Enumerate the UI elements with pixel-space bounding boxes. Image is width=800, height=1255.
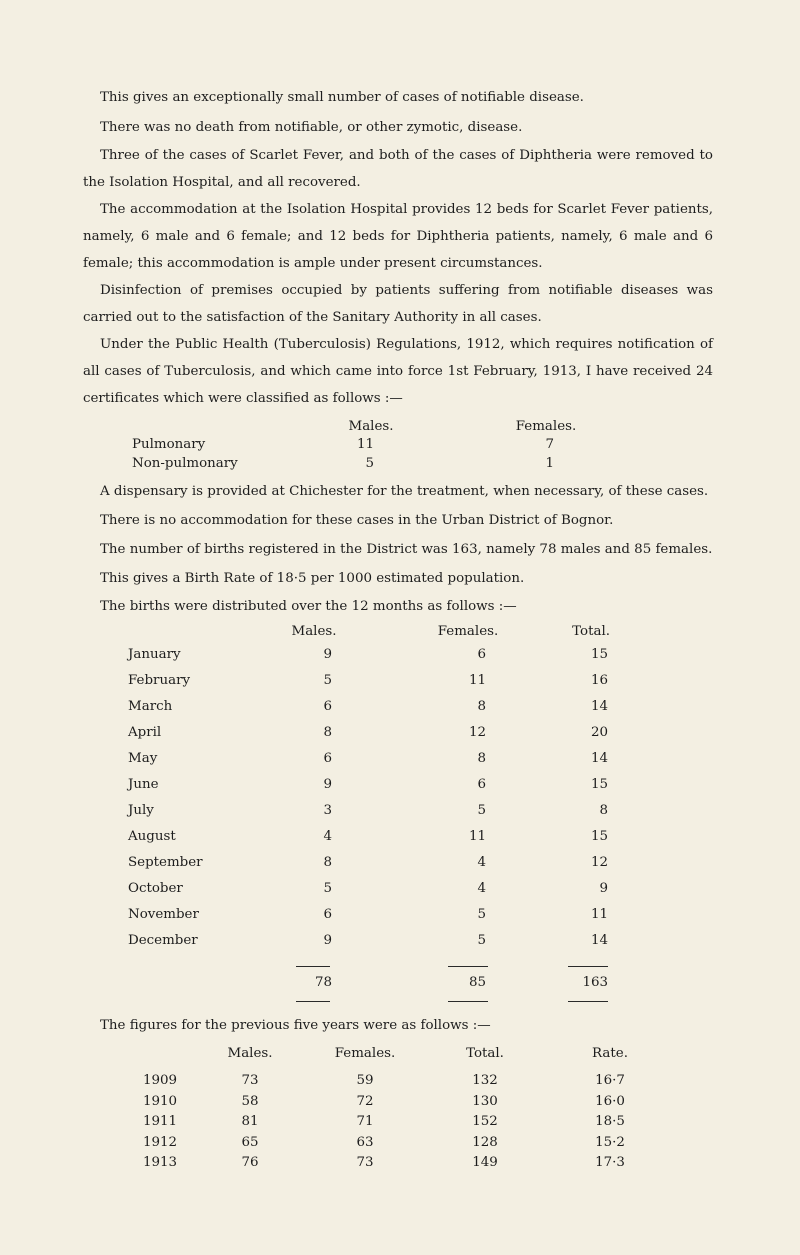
year-females: 71 [356, 1114, 374, 1129]
tb-row-males: 5 [365, 456, 374, 471]
year-total: 152 [472, 1114, 498, 1129]
month-males: 6 [323, 907, 332, 922]
tb-header-males: Males. [348, 419, 394, 434]
month-label: August [128, 829, 176, 844]
month-males: 5 [323, 881, 332, 896]
years-header-total: Total. [466, 1046, 504, 1061]
births-header-females: Females. [437, 624, 499, 639]
total-sum-rule [568, 966, 608, 967]
month-males: 6 [323, 751, 332, 766]
month-total: 14 [590, 699, 608, 714]
paragraph-births-registered: The number of births registered in the District was 163, namely 78 males and 85 females. [100, 542, 713, 557]
month-label: November [128, 907, 199, 922]
month-males: 8 [323, 725, 332, 740]
month-label: January [128, 647, 181, 662]
month-females: 4 [477, 881, 486, 896]
year-males: 58 [241, 1094, 259, 1109]
month-total: 9 [599, 881, 608, 896]
year-females: 73 [356, 1155, 374, 1170]
month-total: 20 [590, 725, 608, 740]
year-rate: 16·7 [595, 1073, 625, 1088]
paragraph-births-distribution: The births were distributed over the 12 months as follows :— [100, 599, 517, 614]
years-header-females: Females. [334, 1046, 396, 1061]
year-total: 130 [472, 1094, 498, 1109]
paragraph-tuberculosis-regulations: Under the Public Health (Tuberculosis) Regulations, 1912, which requires notification of all cases of Tuberculosis, and which came into force 1st February, 1913, I have received 24 certificates which were classified as follows :— [83, 337, 713, 406]
year-females: 72 [356, 1094, 374, 1109]
month-label: October [128, 881, 183, 896]
month-males: 6 [323, 699, 332, 714]
births-header-males: Males. [291, 624, 337, 639]
month-females: 8 [477, 699, 486, 714]
total-bottom-rule [568, 1001, 608, 1002]
females-bottom-rule [448, 1001, 488, 1002]
month-females: 4 [477, 855, 486, 870]
year-total: 149 [472, 1155, 498, 1170]
month-label: June [128, 777, 159, 792]
paragraph-disinfection: Disinfection of premises occupied by patients suffering from notifiable diseases was carried out to the satisfaction of the Sanitary Authority in all cases. [83, 283, 713, 325]
month-total: 11 [590, 907, 608, 922]
month-females: 6 [477, 647, 486, 662]
month-males: 5 [323, 673, 332, 688]
females-sum-rule [448, 966, 488, 967]
month-females: 5 [477, 803, 486, 818]
year-label: 1909 [142, 1073, 178, 1088]
month-females: 8 [477, 751, 486, 766]
year-females: 63 [356, 1135, 374, 1150]
month-males: 8 [323, 855, 332, 870]
year-label: 1911 [142, 1114, 178, 1129]
month-males: 4 [323, 829, 332, 844]
month-females: 12 [468, 725, 486, 740]
males-bottom-rule [296, 1001, 330, 1002]
year-rate: 17·3 [595, 1155, 625, 1170]
males-sum-rule [296, 966, 330, 967]
tb-row-label: Pulmonary [132, 437, 206, 452]
month-males: 9 [323, 933, 332, 948]
year-males: 73 [241, 1073, 259, 1088]
year-label: 1912 [142, 1135, 178, 1150]
tb-row-females: 7 [545, 437, 554, 452]
births-total-males: 78 [314, 975, 332, 990]
paragraph-birth-rate: This gives a Birth Rate of 18·5 per 1000 estimated population. [100, 571, 525, 586]
month-total: 14 [590, 933, 608, 948]
month-label: September [128, 855, 203, 870]
month-label: February [128, 673, 191, 688]
month-total: 15 [590, 647, 608, 662]
paragraph-no-death: There was no death from notifiable, or other zymotic, disease. [100, 120, 523, 135]
year-rate: 15·2 [595, 1135, 625, 1150]
births-total-females: 85 [468, 975, 486, 990]
paragraph-accommodation: The accommodation at the Isolation Hospital provides 12 beds for Scarlet Fever patients, namely, 6 male and 6 female; and 12 beds for Diphtheria patients, namely, 6 male and 6 female; this accommodation is ample under present circumstances. [83, 202, 713, 271]
month-label: April [128, 725, 162, 740]
years-header-rate: Rate. [592, 1046, 628, 1061]
year-total: 128 [472, 1135, 498, 1150]
month-females: 5 [477, 907, 486, 922]
month-total: 15 [590, 829, 608, 844]
paragraph-notifiable-small: This gives an exceptionally small number of cases of notifiable disease. [100, 90, 584, 105]
paragraph-dispensary: A dispensary is provided at Chichester for the treatment, when necessary, of these cases. [100, 484, 709, 499]
year-label: 1913 [142, 1155, 178, 1170]
year-males: 81 [241, 1114, 259, 1129]
year-total: 132 [472, 1073, 498, 1088]
years-header-males: Males. [227, 1046, 273, 1061]
month-label: December [128, 933, 198, 948]
month-total: 8 [599, 803, 608, 818]
month-total: 15 [590, 777, 608, 792]
tb-header-females: Females. [515, 419, 577, 434]
month-males: 9 [323, 647, 332, 662]
month-females: 6 [477, 777, 486, 792]
month-label: March [128, 699, 173, 714]
year-rate: 18·5 [595, 1114, 625, 1129]
year-label: 1910 [142, 1094, 178, 1109]
month-females: 11 [468, 673, 486, 688]
tb-row-label: Non-pulmonary [132, 456, 238, 471]
year-females: 59 [356, 1073, 374, 1088]
year-males: 76 [241, 1155, 259, 1170]
month-total: 12 [590, 855, 608, 870]
paragraph-previous-years: The figures for the previous five years were as follows :— [100, 1018, 491, 1033]
births-header-total: Total. [572, 624, 610, 639]
month-males: 9 [323, 777, 332, 792]
month-females: 11 [468, 829, 486, 844]
tb-row-males: 11 [356, 437, 374, 452]
month-females: 5 [477, 933, 486, 948]
paragraph-no-accommodation: There is no accommodation for these cases in the Urban District of Bognor. [100, 513, 614, 528]
year-males: 65 [241, 1135, 259, 1150]
month-label: May [128, 751, 158, 766]
month-total: 14 [590, 751, 608, 766]
month-males: 3 [323, 803, 332, 818]
paragraph-isolation-removal: Three of the cases of Scarlet Fever, and both of the cases of Diphtheria were removed to the Isolation Hospital, and all recovered. [83, 148, 713, 190]
tb-row-females: 1 [545, 456, 554, 471]
month-label: July [128, 803, 154, 818]
births-total-all: 163 [582, 975, 608, 990]
year-rate: 16·0 [595, 1094, 625, 1109]
month-total: 16 [590, 673, 608, 688]
